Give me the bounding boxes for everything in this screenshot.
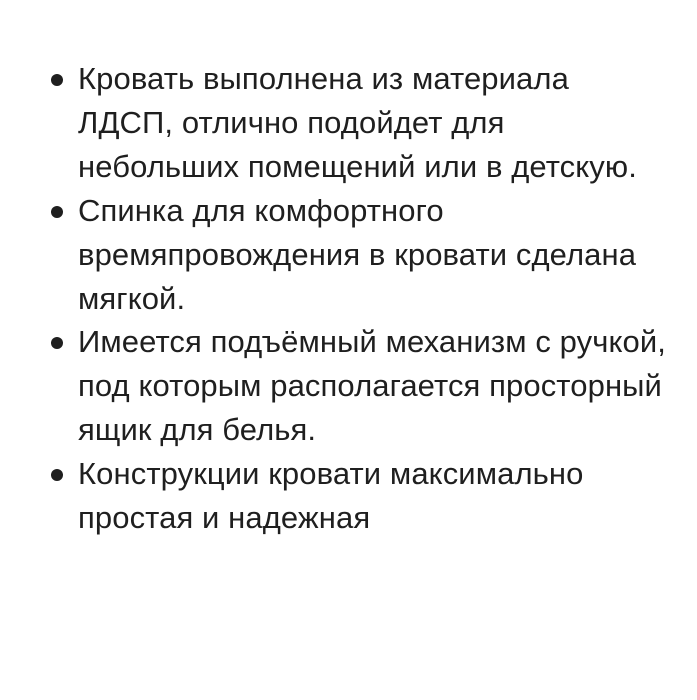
list-item — [0, 189, 697, 321]
bullet-icon — [51, 74, 63, 86]
list-item-text: Конструкции кровати максимально простая и надежная — [78, 456, 584, 536]
list-item — [0, 57, 697, 189]
list-item — [0, 452, 697, 540]
bullet-icon — [51, 206, 63, 218]
feature-list — [0, 57, 697, 540]
list-item-text: Спинка для комфортного времяпровождения в кровати сделана мягкой. — [78, 192, 637, 316]
bullet-icon — [51, 337, 63, 349]
bullet-icon — [51, 469, 63, 481]
list-item-text: Имеется подъёмный механизм с ручкой, под которым располагается просторный ящик для белья. — [78, 324, 666, 448]
list-item — [0, 320, 697, 452]
list-item-text: Кровать выполнена из материала ЛДСП, отлично подойдет для небольших помещений или в детскую. — [78, 61, 637, 184]
